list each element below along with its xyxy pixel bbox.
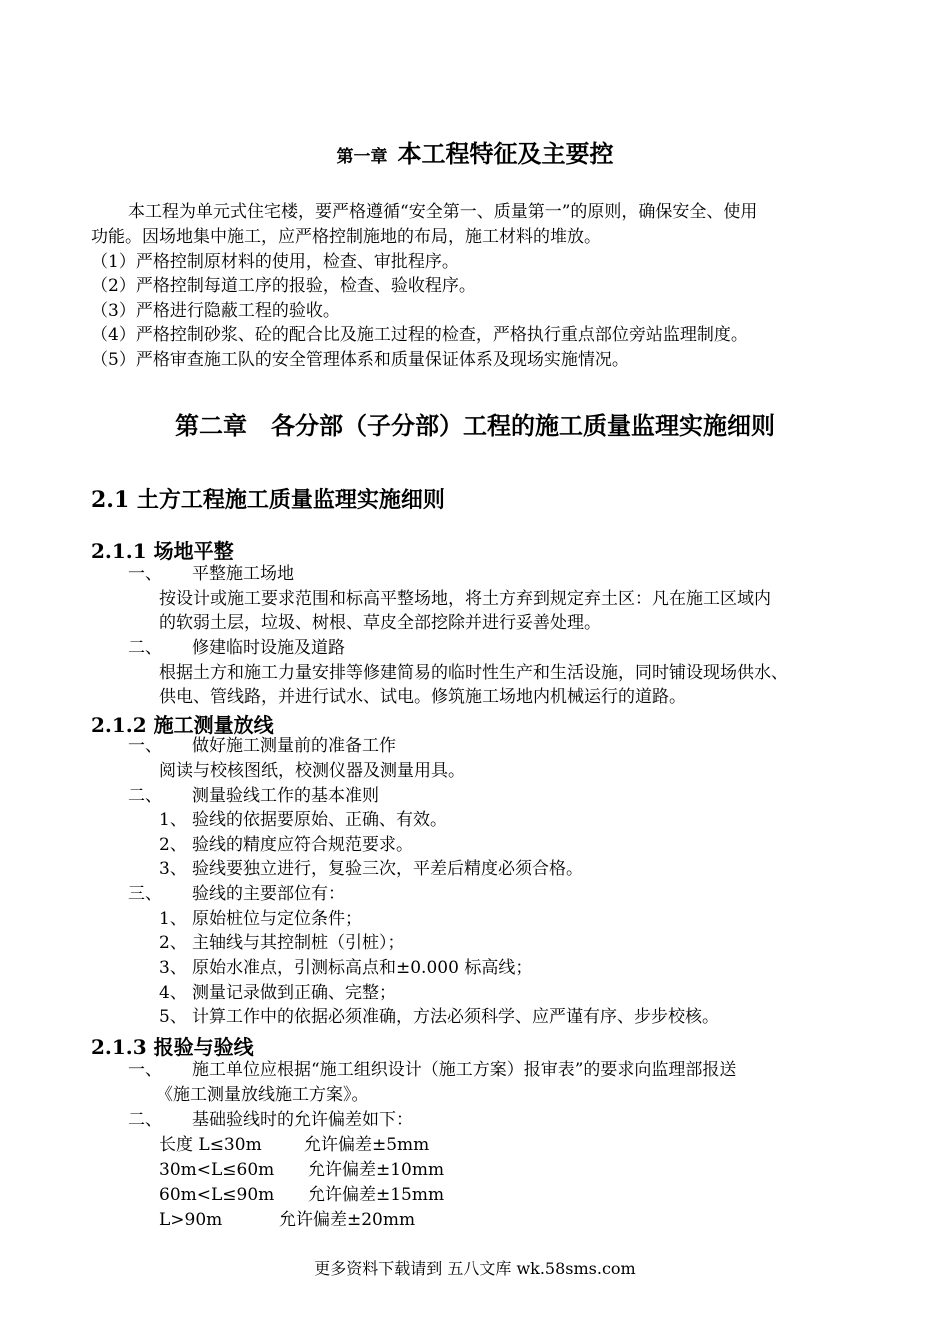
list-number: 一、 [128, 1060, 162, 1080]
sub-item-text: 原始桩位与定位条件； [192, 909, 362, 929]
list-item-body: 施工单位应根据“施工组织设计（施工方案）报审表”的要求向监理部报送 [192, 1060, 737, 1080]
tolerance-value: 允许偏差±20mm [279, 1210, 416, 1230]
sub-item-number: 2、 [159, 933, 187, 953]
list-item-body: 按设计或施工要求范围和标高平整场地，将土方弃到规定弃土区：凡在施工区域内 [159, 589, 771, 609]
tolerance-range: 30m<L≤60m [159, 1160, 275, 1180]
section-2-1-heading: 2.1 土方工程施工质量监理实施细则 [91, 487, 445, 513]
list-item-title: 基础验线时的允许偏差如下： [192, 1110, 413, 1130]
sub-item-text: 验线的精度应符合规范要求。 [192, 835, 413, 855]
list-item-body: 《施工测量放线施工方案》。 [156, 1085, 369, 1105]
chapter1-item: （1）严格控制原材料的使用，检查、审批程序。 [91, 252, 459, 272]
chapter2-heading: 第二章 各分部（子分部）工程的施工质量监理实施细则 [175, 411, 775, 440]
tolerance-value: 允许偏差±15mm [308, 1185, 445, 1205]
list-item-body: 供电、管线路，并进行试水、试电。修筑施工场地内机械运行的道路。 [159, 687, 686, 707]
list-item-body: 根据土方和施工力量安排等修建简易的临时性生产和生活设施，同时铺设现场供水、 [159, 663, 788, 683]
sub-item-number: 1、 [159, 810, 187, 830]
chapter1-item: （2）严格控制每道工序的报验，检查、验收程序。 [91, 276, 476, 296]
sub-item-text: 计算工作中的依据必须准确，方法必须科学、应严谨有序、步步校核。 [192, 1007, 719, 1027]
tolerance-range: 长度 L≤30m [159, 1135, 262, 1155]
sub-item-text: 验线的依据要原始、正确、有效。 [192, 810, 447, 830]
chapter1-item: （3）严格进行隐蔽工程的验收。 [91, 301, 340, 321]
tolerance-range: 60m<L≤90m [159, 1185, 275, 1205]
tolerance-value: 允许偏差±10mm [308, 1160, 445, 1180]
list-item-title: 测量验线工作的基本准则 [192, 786, 379, 806]
list-number: 三、 [128, 884, 162, 904]
sub-item-number: 2、 [159, 835, 187, 855]
chapter1-prefix: 第一章 [336, 147, 388, 167]
footer-download-link[interactable]: 更多资料下载请到 五八文库 wk.58sms.com [314, 1259, 636, 1278]
chapter1-intro-line1: 本工程为单元式住宅楼，要严格遵循“安全第一、质量第一”的原则，确保安全、使用 [128, 202, 758, 222]
list-number: 二、 [128, 786, 162, 806]
list-number: 二、 [128, 1110, 162, 1130]
sub-item-text: 验线要独立进行，复验三次，平差后精度必须合格。 [192, 859, 583, 879]
list-number: 一、 [128, 564, 162, 584]
chapter1-intro-line2: 功能。因场地集中施工，应严格控制施地的布局，施工材料的堆放。 [91, 227, 601, 247]
chapter1-heading [0, 134, 950, 169]
chapter1-title: 本工程特征及主要控 [397, 139, 614, 168]
sub-item-number: 1、 [159, 909, 187, 929]
tolerance-range: L>90m [159, 1210, 223, 1230]
sub-item-text: 主轴线与其控制桩（引桩）； [192, 933, 405, 953]
list-item-body: 的软弱土层，垃圾、树根、草皮全部挖除并进行妥善处理。 [159, 613, 601, 633]
sub-item-number: 5、 [159, 1007, 187, 1027]
sub-item-number: 4、 [159, 983, 187, 1003]
list-item-body: 阅读与校核图纸，校测仪器及测量用具。 [159, 761, 465, 781]
list-item-title: 验线的主要部位有： [192, 884, 345, 904]
sub-item-number: 3、 [159, 958, 187, 978]
section-2-1-3-heading: 2.1.3 报验与验线 [91, 1035, 254, 1059]
list-number: 一、 [128, 736, 162, 756]
list-item-title: 平整施工场地 [192, 564, 294, 584]
sub-item-text: 测量记录做到正确、完整； [192, 983, 396, 1003]
section-2-1-2-heading: 2.1.2 施工测量放线 [91, 713, 274, 737]
list-item-title: 做好施工测量前的准备工作 [192, 736, 396, 756]
tolerance-value: 允许偏差±5mm [304, 1135, 430, 1155]
section-2-1-1-heading: 2.1.1 场地平整 [91, 539, 234, 563]
chapter1-item: （4）严格控制砂浆、砼的配合比及施工过程的检查，严格执行重点部位旁站监理制度。 [91, 325, 748, 345]
list-item-title: 修建临时设施及道路 [192, 638, 345, 658]
sub-item-number: 3、 [159, 859, 187, 879]
list-number: 二、 [128, 638, 162, 658]
chapter1-item: （5）严格审查施工队的安全管理体系和质量保证体系及现场实施情况。 [91, 350, 629, 370]
sub-item-text: 原始水准点，引测标高点和±0.000 标高线； [192, 958, 533, 978]
